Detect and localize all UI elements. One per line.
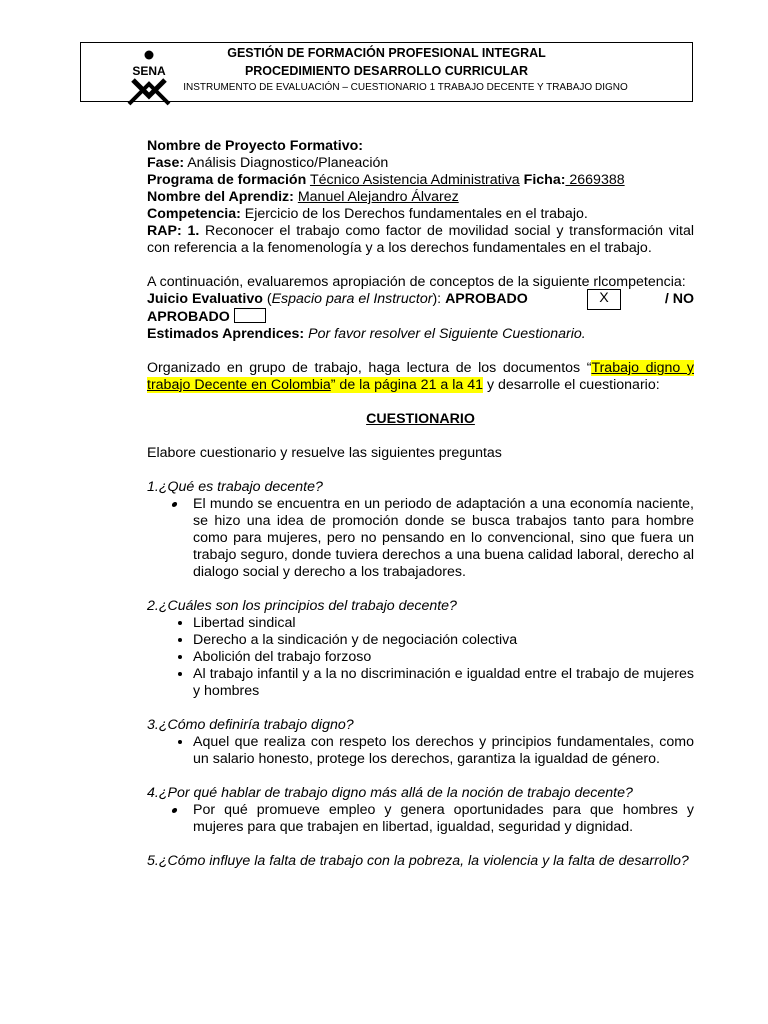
answer-list-4: [147, 802, 694, 836]
instruction-pages: ” de la página 21 a la 41: [330, 377, 484, 393]
competencia-label: Competencia:: [147, 206, 241, 222]
list-item: • Al trabajo infantil y a la no discriminación e igualdad entre el trabajo de mujeres y hombres: [193, 666, 694, 700]
no-label: / NO: [664, 291, 694, 307]
estimados-line: [147, 326, 694, 343]
fase-label: Fase:: [147, 155, 185, 171]
programa-label: Programa de formación: [147, 172, 307, 188]
juicio-paren-close: ):: [432, 291, 446, 307]
list-item: • Abolición del trabajo forzoso: [193, 649, 694, 666]
rap-line: [147, 223, 694, 257]
list-item: El mundo se encuentra en un periodo de adaptación a una economía naciente, se hizo una idea de promoción donde se busca trabajos tanto para hombre como para mujeres, pero no pensando en lo convencional, sino que fuera un trabajo seguro, donde tuviera derechos a una buena calidad laboral, derecho al dialogo social y derecho a los trabajadores.: [193, 496, 694, 580]
aprobado-label: APROBADO: [445, 291, 528, 307]
sena-logo-text: SENA: [132, 64, 166, 78]
ficha-label: Ficha:: [523, 172, 566, 188]
answer-list-1: [147, 496, 694, 581]
list-item: • Aquel que realiza con respeto los derechos y principios fundamentales, como un salario honesto, protege los derechos, garantiza la igualdad de género.: [193, 734, 694, 768]
header-title-2: PROCEDIMIENTO DESARROLLO CURRICULAR: [244, 64, 529, 78]
fase-value: Análisis Diagnostico/Planeación: [184, 155, 389, 171]
question-1: 1.¿Qué es trabajo decente?: [147, 479, 323, 495]
estimados-text: Por favor resolver el Siguiente Cuestionario.: [304, 326, 586, 342]
proyecto-label: Nombre de Proyecto Formativo:: [147, 138, 364, 154]
no-aprobado-line: [147, 308, 694, 326]
list-item: • Libertad sindical: [193, 615, 694, 632]
document-body: [147, 138, 694, 870]
instruction-post: y desarrolle el cuestionario:: [483, 377, 660, 393]
question-2: 2.¿Cuáles son los principios del trabajo decente?: [147, 598, 457, 614]
ficha-value: 2669388: [565, 172, 625, 188]
rap-label: RAP: 1.: [147, 223, 200, 239]
no-aprobado-label: APROBADO: [147, 309, 230, 325]
header-title-1: GESTIÓN DE FORMACIÓN PROFESIONAL INTEGRAL: [227, 46, 546, 60]
aprendiz-line: [147, 189, 694, 206]
list-item: • Derecho a la sindicación y de negociación colectiva: [193, 632, 694, 649]
answer-list-2: [147, 615, 694, 700]
fase-line: [147, 155, 694, 172]
aprendiz-value: Manuel Alejandro Álvarez: [297, 189, 459, 205]
document-link[interactable]: Trabajo digno y trabajo Decente en Colombia: [147, 360, 694, 393]
juicio-label: Juicio Evaluativo: [147, 291, 263, 307]
competencia-line: [147, 206, 694, 223]
juicio-paren-open: (: [262, 291, 272, 307]
juicio-espacio: Espacio para el Instructor: [271, 291, 433, 307]
cuestionario-intro: Elabore cuestionario y resuelve las siguientes preguntas: [147, 445, 502, 461]
no-aprobado-checkbox[interactable]: [234, 308, 266, 323]
cuestionario-title: CUESTIONARIO: [366, 411, 475, 427]
juicio-line: [147, 291, 694, 308]
header-title-3: INSTRUMENTO DE EVALUACIÓN – CUESTIONARIO 1 TRABAJO DECENTE Y TRABAJO DIGNO: [183, 82, 628, 93]
intro-text: A continuación, evaluaremos apropiación de conceptos de la siguiente rlcompetencia:: [147, 274, 686, 290]
instruction-pre: Organizado en grupo de trabajo, haga lectura de los documentos “: [147, 360, 592, 376]
aprobado-checkbox[interactable]: X: [587, 289, 621, 310]
question-4: 4.¿Por qué hablar de trabajo digno más allá de la noción de trabajo decente?: [147, 785, 633, 801]
aprendiz-label: Nombre del Aprendiz:: [147, 189, 294, 205]
question-3: 3.¿Cómo definiría trabajo digno?: [147, 717, 354, 733]
list-item: Por qué promueve empleo y genera oportunidades para que hombres y mujeres para que trabajen en libertad, igualdad, seguridad y dignidad.: [193, 802, 694, 835]
programa-value: Técnico Asistencia Administrativa: [309, 172, 520, 188]
rap-value: Reconocer el trabajo como factor de movilidad social y transformación vital con referencia a la fenomenología y a los derechos fundamentales en el trabajo.: [147, 223, 694, 256]
question-5: 5.¿Cómo influye la falta de trabajo con la pobreza, la violencia y la falta de desarrollo?: [147, 853, 689, 869]
answer-list-3: [147, 734, 694, 768]
instruction-text: [147, 360, 694, 394]
document-header: [80, 42, 693, 102]
competencia-value: Ejercicio de los Derechos fundamentales en el trabajo.: [240, 206, 588, 222]
programa-line: [147, 172, 694, 189]
estimados-label: Estimados Aprendices:: [147, 326, 305, 342]
